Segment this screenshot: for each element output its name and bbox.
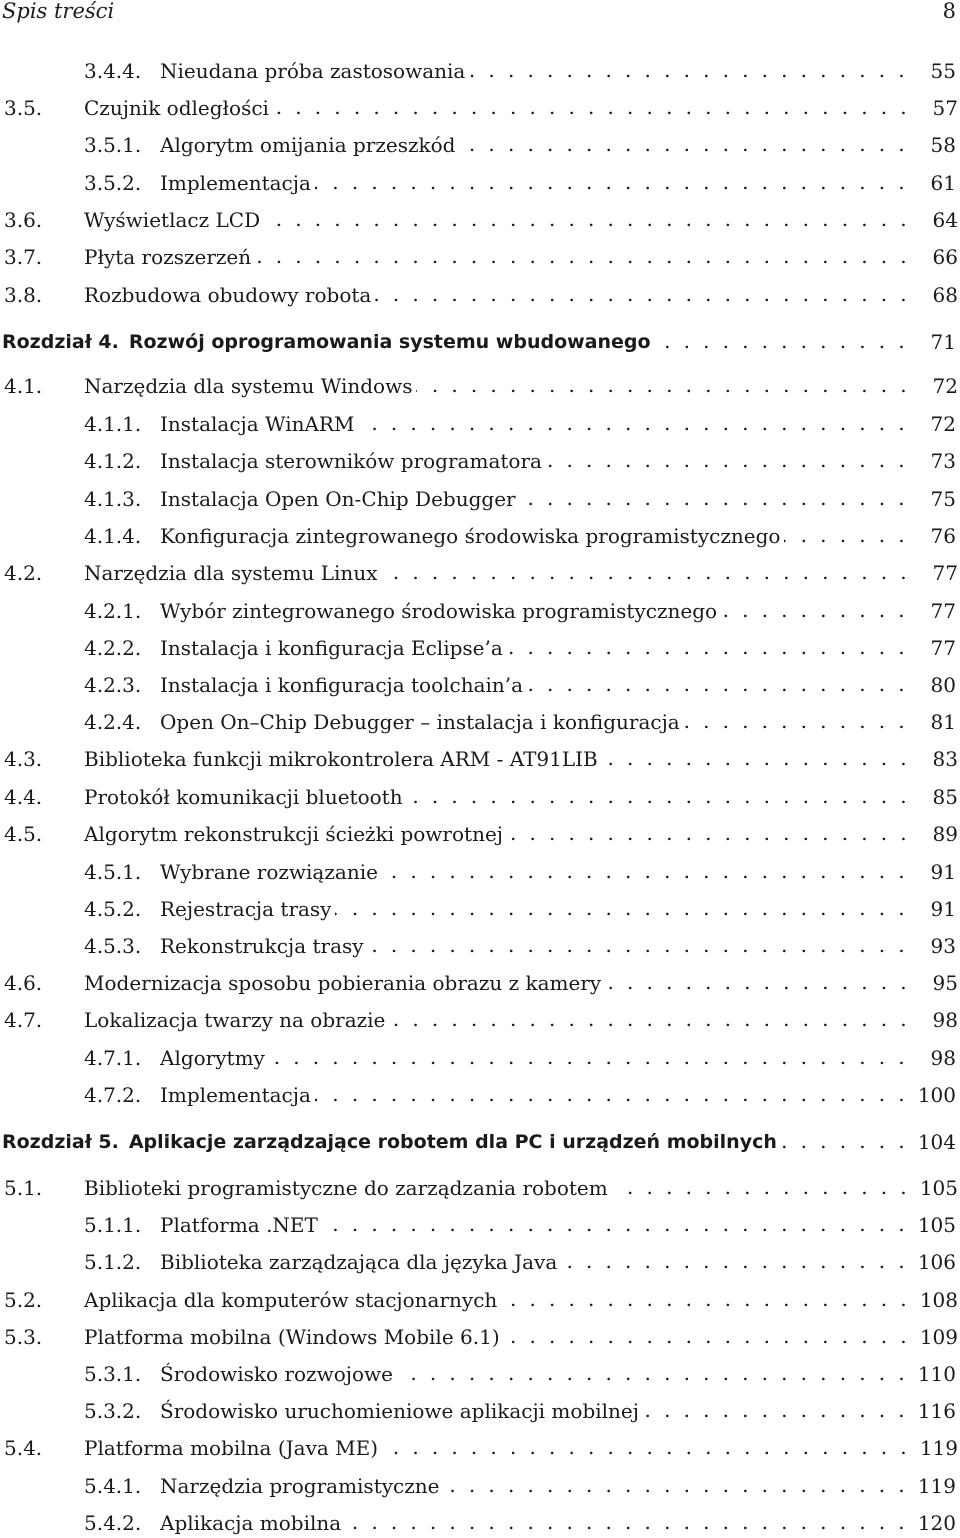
toc-entry-number: 4.1.2.	[84, 449, 142, 473]
toc-entry-title: Biblioteki programistyczne do zarządzania robotem	[84, 1176, 608, 1200]
toc-entry-number: 5.1.	[4, 1176, 43, 1200]
toc-entry[interactable]	[0, 130, 960, 160]
toc-entry[interactable]	[0, 1247, 960, 1277]
toc-entry-number: 5.1.1.	[84, 1213, 142, 1237]
toc-entry[interactable]	[0, 1359, 960, 1389]
toc-entry-page: 75	[930, 487, 956, 511]
toc-chapter-entry[interactable]	[0, 327, 960, 357]
toc-entry-page: 119	[919, 1436, 958, 1460]
toc-entry-page: 57	[932, 96, 958, 120]
toc-entry-number: 4.2.	[4, 561, 43, 585]
toc-entry[interactable]	[0, 280, 960, 310]
toc-entry-page: 72	[932, 374, 958, 398]
toc-entry-title: Platforma mobilna (Java ME)	[84, 1436, 379, 1460]
toc-entry-title: Wybrane rozwiązanie	[160, 860, 378, 884]
toc-entry-page: 91	[930, 897, 956, 921]
toc-entry-number: 3.4.4.	[84, 59, 142, 83]
toc-entry-title: Open On–Chip Debugger – instalacja i konfiguracja	[160, 710, 680, 734]
toc-entry[interactable]	[0, 931, 960, 961]
toc-entry[interactable]	[0, 484, 960, 514]
toc-entry-page: 80	[930, 673, 956, 697]
toc-entry-number: Rozdział 4.	[2, 331, 119, 353]
toc-dot-leader	[561, 1247, 908, 1277]
toc-entry-page: 120	[917, 1511, 956, 1535]
toc-dot-leader	[546, 446, 908, 476]
toc-entry-title: Instalacja WinARM	[160, 412, 355, 436]
toc-dot-leader	[269, 1043, 908, 1073]
toc-entry[interactable]	[0, 707, 960, 737]
toc-entry-page: 110	[917, 1362, 956, 1386]
toc-dot-leader	[358, 409, 908, 439]
toc-entry[interactable]	[0, 1396, 960, 1426]
toc-entry-title: Narzędzia dla systemu Windows	[84, 374, 413, 398]
toc-entry-title: Czujnik odległości	[84, 96, 269, 120]
toc-dot-leader	[643, 1396, 908, 1426]
toc-entry-page: 85	[932, 785, 958, 809]
toc-entry-page: 106	[917, 1250, 956, 1274]
toc-entry[interactable]	[0, 521, 960, 551]
toc-entry-number: 4.2.1.	[84, 599, 142, 623]
toc-dot-leader	[684, 707, 908, 737]
toc-entry-number: 5.2.	[4, 1288, 43, 1312]
toc-entry-number: 5.4.2.	[84, 1511, 142, 1535]
toc-dot-leader	[382, 1433, 910, 1463]
toc-entry-number: 5.1.2.	[84, 1250, 142, 1274]
toc-entry-number: 4.5.3.	[84, 934, 142, 958]
toc-dot-leader	[273, 93, 910, 123]
toc-entry-title: Protokół komunikacji bluetooth	[84, 785, 403, 809]
toc-entry-title: Instalacja i konfiguracja toolchain’a	[160, 673, 524, 697]
toc-entry[interactable]	[0, 242, 960, 272]
toc-entry-number: 4.4.	[4, 785, 43, 809]
toc-entry-page: 64	[932, 208, 958, 232]
toc-entry-page: 77	[932, 561, 958, 585]
toc-entry[interactable]	[0, 1433, 960, 1463]
toc-dot-leader	[389, 1005, 910, 1035]
toc-dot-leader	[527, 670, 908, 700]
toc-entry[interactable]	[0, 56, 960, 86]
toc-entry-page: 105	[919, 1176, 958, 1200]
toc-entry-number: 4.1.	[4, 374, 43, 398]
toc-dot-leader	[264, 205, 910, 235]
toc-entry-number: 3.5.1.	[84, 133, 142, 157]
toc-entry-title: Konfiguracja zintegrowanego środowiska programistycznego	[160, 524, 781, 548]
toc-entry-title: Instalacja i konfiguracja Eclipse’a	[160, 636, 503, 660]
toc-entry-title: Biblioteka zarządzająca dla języka Java	[160, 1250, 558, 1274]
toc-entry-title: Narzędzia dla systemu Linux	[84, 561, 378, 585]
toc-entry-title: Nieudana próba zastosowania	[160, 59, 466, 83]
toc-entry-page: 95	[932, 971, 958, 995]
toc-dot-leader	[397, 1359, 908, 1389]
toc-dot-leader	[443, 1471, 908, 1501]
toc-dot-leader	[381, 558, 910, 588]
toc-entry-page: 81	[930, 710, 956, 734]
toc-entry-title: Rekonstrukcja trasy	[160, 934, 364, 958]
toc-entry-page: 100	[917, 1083, 956, 1107]
toc-entry-page: 98	[930, 1046, 956, 1070]
toc-entry-number: 4.3.	[4, 747, 43, 771]
toc-entry-title: Instalacja Open On-Chip Debugger	[160, 487, 516, 511]
toc-entry-number: Rozdział 5.	[2, 1131, 119, 1153]
toc-entry-title: Narzędzia programistyczne	[160, 1474, 440, 1498]
toc-entry[interactable]	[0, 1173, 960, 1203]
toc-entry-number: 3.5.	[4, 96, 43, 120]
toc-entry[interactable]	[0, 968, 960, 998]
toc-entry-title: Aplikacje zarządzające robotem dla PC i urządzeń mobilnych	[128, 1131, 777, 1153]
toc-entry-title: Algorytm rekonstrukcji ścieżki powrotnej	[84, 822, 503, 846]
toc-entry-title: Wybór zintegrowanego środowiska programistycznego	[160, 599, 718, 623]
toc-entry-title: Środowisko rozwojowe	[160, 1362, 393, 1386]
toc-dot-leader	[507, 819, 910, 849]
toc-entry-page: 68	[932, 283, 958, 307]
toc-entry-page: 73	[930, 449, 956, 473]
toc-dot-leader	[460, 130, 909, 160]
toc-entry-title: Rejestracja trasy	[160, 897, 332, 921]
toc-entry[interactable]	[0, 205, 960, 235]
toc-entry-number: 4.2.3.	[84, 673, 142, 697]
toc-entry-number: 4.5.2.	[84, 897, 142, 921]
toc-entry-page: 98	[932, 1008, 958, 1032]
toc-dot-leader	[501, 1285, 910, 1315]
toc-entry-number: 4.5.	[4, 822, 43, 846]
toc-entry-number: 4.7.2.	[84, 1083, 142, 1107]
toc-entry-number: 4.6.	[4, 971, 43, 995]
toc-entry-page: 66	[932, 245, 958, 269]
toc-entry-number: 3.7.	[4, 245, 43, 269]
toc-entry[interactable]	[0, 1322, 960, 1352]
toc-entry-title: Implementacja	[160, 171, 311, 195]
toc-entry[interactable]	[0, 1080, 960, 1110]
toc-entry-title: Platforma mobilna (Windows Mobile 6.1)	[84, 1325, 500, 1349]
toc-dot-leader	[507, 633, 908, 663]
toc-entry-number: 4.2.2.	[84, 636, 142, 660]
toc-chapter-entry[interactable]	[0, 1127, 960, 1157]
toc-entry[interactable]	[0, 168, 960, 198]
toc-entry-number: 4.7.1.	[84, 1046, 142, 1070]
toc-entry-page: 71	[930, 330, 956, 354]
toc-entry-page: 119	[917, 1474, 956, 1498]
toc-dot-leader	[255, 242, 910, 272]
toc-entry-title: Modernizacja sposobu pobierania obrazu z kamery	[84, 971, 602, 995]
toc-entry-page: 108	[919, 1288, 958, 1312]
toc-entry-page: 109	[919, 1325, 958, 1349]
toc-entry-title: Implementacja	[160, 1083, 311, 1107]
running-header-page-number: 8	[942, 0, 956, 23]
toc-entry-number: 5.3.1.	[84, 1362, 142, 1386]
toc-dot-leader	[605, 968, 910, 998]
toc-entry[interactable]	[0, 1043, 960, 1073]
toc-dot-leader	[612, 1173, 910, 1203]
toc-entry[interactable]	[0, 1285, 960, 1315]
toc-entry-page: 116	[917, 1399, 956, 1423]
toc-entry-number: 4.1.1.	[84, 412, 142, 436]
toc-entry[interactable]	[0, 894, 960, 924]
toc-dot-leader	[407, 782, 910, 812]
toc-entry[interactable]	[0, 782, 960, 812]
toc-entry-title: Wyświetlacz LCD	[84, 208, 261, 232]
toc-entry-number: 4.1.4.	[84, 524, 142, 548]
toc-entry[interactable]	[0, 93, 960, 123]
toc-entry-title: Rozbudowa obudowy robota	[84, 283, 372, 307]
toc-dot-leader	[784, 521, 908, 551]
toc-entry-page: 55	[930, 59, 956, 83]
toc-entry[interactable]	[0, 857, 960, 887]
toc-entry[interactable]	[0, 819, 960, 849]
toc-entry[interactable]	[0, 596, 960, 626]
toc-entry-title: Aplikacja dla komputerów stacjonarnych	[84, 1288, 498, 1312]
toc-dot-leader	[504, 1322, 910, 1352]
toc-entry-title: Algorytm omijania przeszkód	[160, 133, 456, 157]
toc-entry-page: 104	[917, 1130, 956, 1154]
toc-entry-page: 58	[930, 133, 956, 157]
toc-entry[interactable]	[0, 1508, 960, 1538]
toc-dot-leader	[469, 56, 908, 86]
toc-entry-page: 72	[930, 412, 956, 436]
toc-entry-number: 3.5.2.	[84, 171, 142, 195]
toc-entry-number: 5.4.1.	[84, 1474, 142, 1498]
toc-dot-leader	[375, 280, 910, 310]
toc-dot-leader	[345, 1508, 908, 1538]
toc-entry[interactable]	[0, 670, 960, 700]
toc-entry-title: Algorytmy	[160, 1046, 265, 1070]
toc-entry[interactable]	[0, 1471, 960, 1501]
toc-entry[interactable]	[0, 1005, 960, 1035]
toc-entry-title: Aplikacja mobilna	[160, 1511, 342, 1535]
toc-entry-page: 89	[932, 822, 958, 846]
toc-entry[interactable]	[0, 558, 960, 588]
toc-entry[interactable]	[0, 409, 960, 439]
toc-dot-leader	[781, 1127, 908, 1157]
toc-dot-leader	[368, 931, 908, 961]
toc-entry-number: 5.3.	[4, 1325, 43, 1349]
running-header-title: Spis treści	[2, 0, 115, 23]
toc-dot-leader	[416, 371, 910, 401]
toc-entry[interactable]	[0, 744, 960, 774]
toc-entry-page: 77	[930, 636, 956, 660]
toc-entry-title: Środowisko uruchomieniowe aplikacji mobilnej	[160, 1399, 639, 1423]
toc-entry[interactable]	[0, 446, 960, 476]
toc-dot-leader	[382, 857, 908, 887]
toc-dot-leader	[322, 1210, 908, 1240]
toc-dot-leader	[655, 327, 908, 357]
toc-entry-page: 91	[930, 860, 956, 884]
toc-dot-leader	[721, 596, 908, 626]
toc-entry[interactable]	[0, 633, 960, 663]
toc-entry-title: Instalacja sterowników programatora	[160, 449, 542, 473]
toc-entry-page: 76	[930, 524, 956, 548]
toc-dot-leader	[315, 1080, 908, 1110]
toc-entry-title: Rozwój oprogramowania systemu wbudowanego	[128, 331, 651, 353]
toc-dot-leader	[315, 168, 908, 198]
toc-entry[interactable]	[0, 1210, 960, 1240]
toc-entry-page: 105	[917, 1213, 956, 1237]
toc-entry-title: Platforma .NET	[160, 1213, 318, 1237]
toc-entry-title: Lokalizacja twarzy na obrazie	[84, 1008, 386, 1032]
toc-entry-number: 4.7.	[4, 1008, 43, 1032]
toc-entry-page: 93	[930, 934, 956, 958]
toc-dot-leader	[602, 744, 910, 774]
toc-entry-number: 4.2.4.	[84, 710, 142, 734]
toc-entry-number: 4.5.1.	[84, 860, 142, 884]
toc-entry-number: 3.8.	[4, 283, 43, 307]
toc-entry-page: 77	[930, 599, 956, 623]
toc-entry-page: 61	[930, 171, 956, 195]
toc-entry-title: Biblioteka funkcji mikrokontrolera ARM - AT91LIB	[84, 747, 598, 771]
toc-entry-number: 3.6.	[4, 208, 43, 232]
toc-dot-leader	[335, 894, 908, 924]
toc-entry-page: 83	[932, 747, 958, 771]
toc-entry-number: 5.3.2.	[84, 1399, 142, 1423]
toc-entry-number: 4.1.3.	[84, 487, 142, 511]
toc-dot-leader	[520, 484, 908, 514]
toc-entry-number: 5.4.	[4, 1436, 43, 1460]
toc-entry[interactable]	[0, 371, 960, 401]
toc-entry-title: Płyta rozszerzeń	[84, 245, 252, 269]
